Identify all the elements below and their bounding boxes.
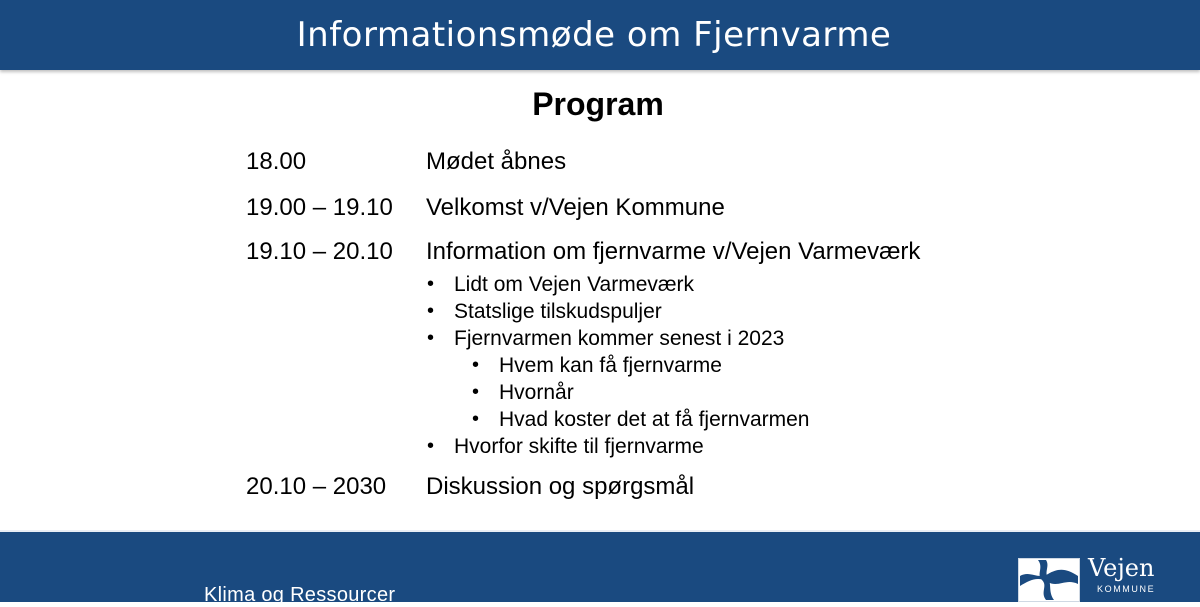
agenda-item-4: Diskussion og spørgsmål: [426, 473, 695, 500]
agenda-time-2: 19.00 – 19.10: [246, 194, 393, 221]
logo-subtitle: KOMMUNE: [1097, 584, 1156, 594]
footer-department: Klima og Ressourcer: [204, 584, 396, 606]
agenda-time-1: 18.00: [246, 148, 307, 175]
program-heading: Program: [532, 86, 664, 122]
agenda-item-2: Velkomst v/Vejen Kommune: [426, 194, 725, 221]
vejen-kommune-shield-icon: [1018, 558, 1080, 602]
agenda-item-3: Information om fjernvarme v/Vejen Varmeværk: [426, 238, 921, 265]
agenda-time-3: 19.10 – 20.10: [246, 238, 393, 265]
bullet-item-3: Fjernvarmen kommer senest i 2023: [454, 327, 785, 350]
sub-bullet-item-3: Hvad koster det at få fjernvarmen: [499, 408, 810, 431]
sub-bullet-dot: •: [472, 354, 480, 376]
agenda-time-4: 20.10 – 2030: [246, 473, 387, 500]
agenda-item-1: Mødet åbnes: [426, 148, 567, 175]
bullet-dot: •: [427, 273, 435, 295]
footer-band: [0, 530, 1200, 606]
sub-bullet-dot: •: [472, 408, 480, 430]
bullet-item-4: Hvorfor skifte til fjernvarme: [454, 435, 704, 458]
sub-bullet-item-1: Hvem kan få fjernvarme: [499, 354, 722, 377]
sub-bullet-item-2: Hvornår: [499, 381, 574, 404]
slide-title: Informationsmøde om Fjernvarme: [296, 15, 892, 55]
bullet-item-1: Lidt om Vejen Varmeværk: [454, 273, 695, 296]
bullet-dot: •: [427, 327, 435, 349]
header-band: [0, 0, 1200, 70]
logo-name: Vejen: [1088, 554, 1155, 582]
bullet-dot: •: [427, 435, 435, 457]
bullet-item-2: Statslige tilskudspuljer: [454, 300, 662, 323]
vejen-kommune-logo: [1018, 556, 1178, 602]
bullet-dot: •: [427, 300, 435, 322]
sub-bullet-dot: •: [472, 381, 480, 403]
